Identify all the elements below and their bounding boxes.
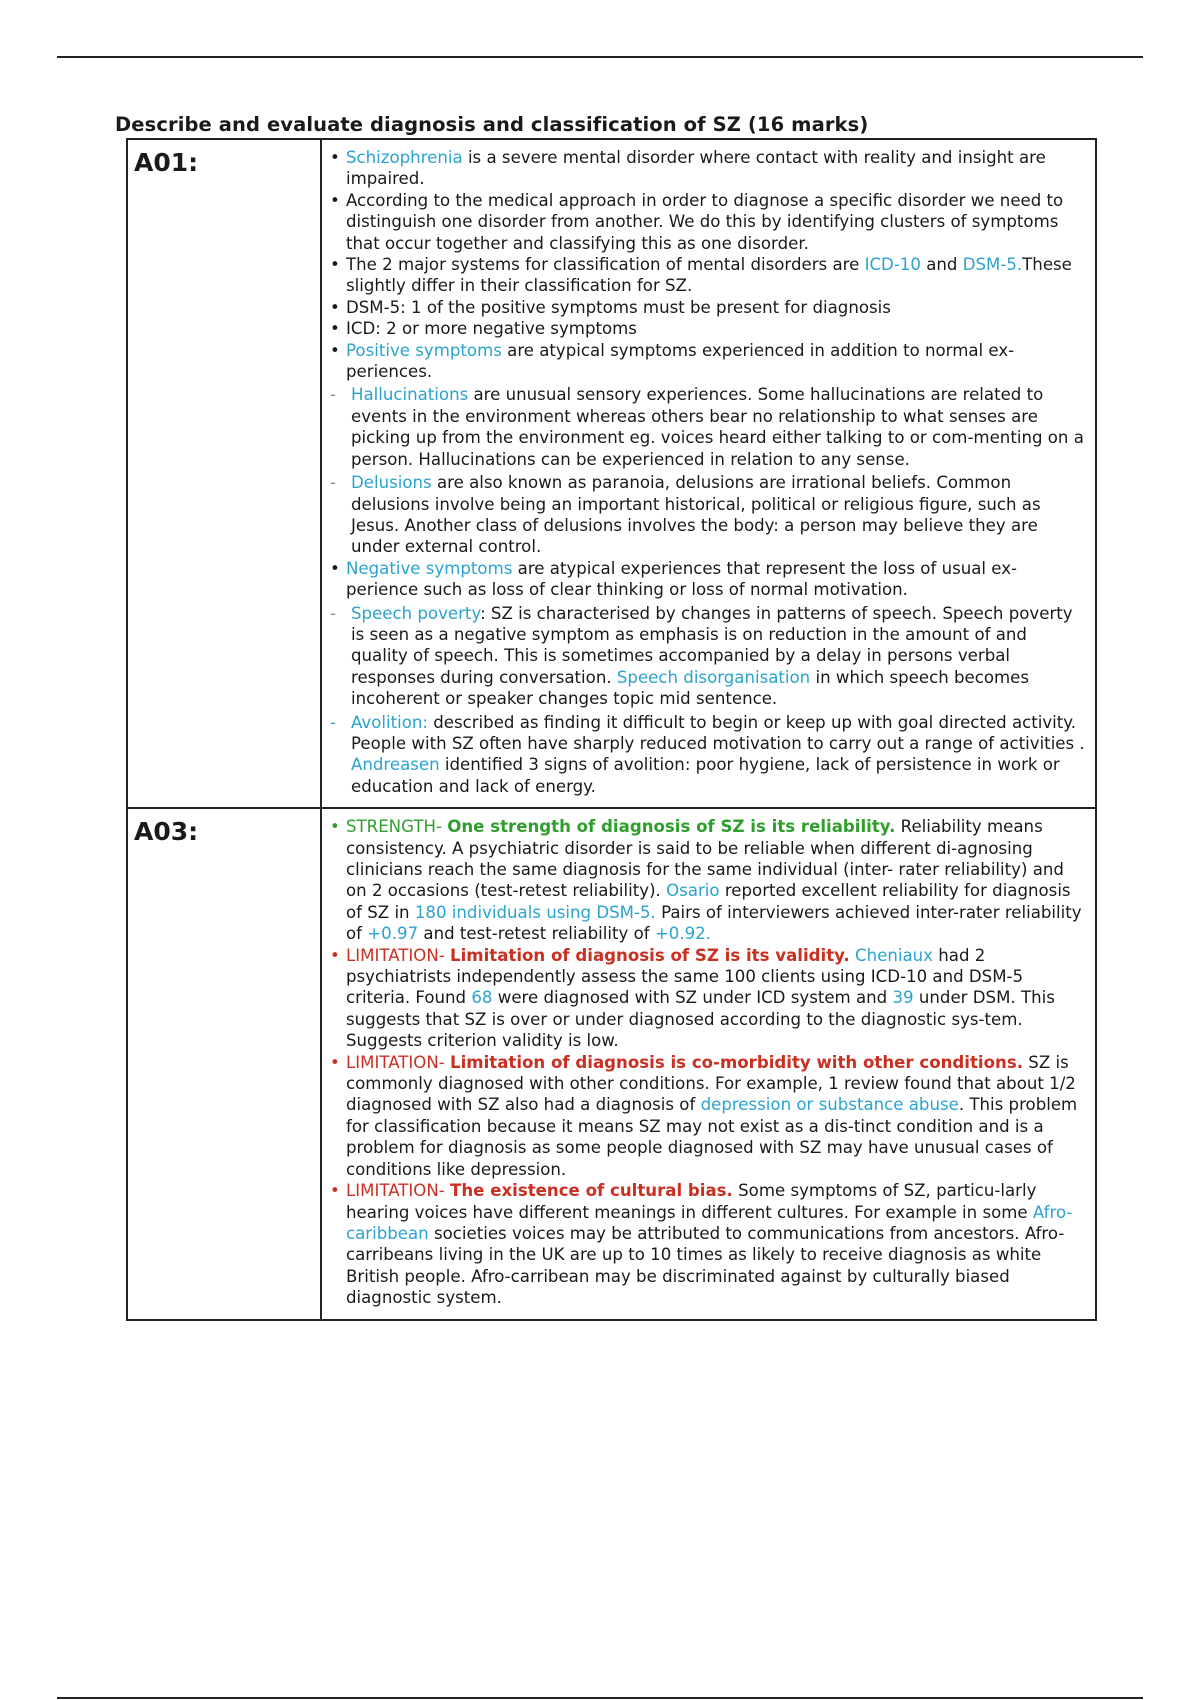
bullet-marker: • [330,255,340,275]
body-text: described as finding it difficult to begin or keep up with goal directed activity. People with SZ often have sharply reduced motivation to carry out a range of activities . [351,712,1085,753]
bullet-item [330,190,1085,254]
highlighted-text: Schizophrenia [346,148,463,167]
bullet-marker: • [330,1052,340,1072]
bullet-item [330,254,1085,297]
body-text: and test-retest reliability of [418,924,655,944]
highlighted-text: +0.92. [654,924,712,944]
body-text: are atypical symptoms experienced in addition to normal ex-periences. [346,340,1015,382]
bullet-item [330,816,1085,944]
body-text: and [920,255,963,275]
body-text: in which speech becomes incoherent or speaker changes topic mid sentence. [351,667,1030,709]
dash-marker: - [330,473,336,493]
bullet-marker: • [330,1181,340,1201]
bullet-item [330,147,1085,190]
highlighted-text: LIMITATION- [346,945,451,965]
bullet-item [330,1180,1085,1308]
highlighted-text: DSM-5. [962,255,1023,275]
a03-row [127,808,1096,1319]
highlighted-text: Positive symptoms [346,340,502,360]
highlighted-text: depression or substance abuse [700,1095,959,1115]
dash-marker: - [330,385,336,405]
a03-label: A03: [127,808,321,1319]
body-text: identified 3 signs of avolition: poor hygiene, lack of persistence in work or education and lack of energy. [351,755,1060,796]
a01-label: A01: [127,139,321,808]
highlighted-text: 68 [471,988,493,1008]
dash-marker: - [330,712,336,732]
body-text: are also known as paranoia, delusions are irrational beliefs. Common delusions involve being an important historical, political or religious figure, such as Jesus. Another class of delusions involves the body: a person may believe they are under external control. [351,473,1041,557]
highlighted-text: STRENGTH- [346,817,448,837]
a01-content [321,139,1096,808]
highlighted-text: Speech disorganisation [616,667,811,687]
highlighted-text: +0.97 [367,924,419,944]
highlighted-text: ICD-10 [864,255,921,275]
body-text: : SZ is characterised by changes in patterns of speech. Speech poverty is seen as a negative symptom as emphasis is on reduction in the amount of and quality of speech. This is sometimes accompanied by a delay in persons verbal responses during conversation. [351,603,1073,687]
dash-marker: - [330,603,336,623]
body-text: The 2 major systems for classification of mental disorders are [346,255,865,275]
sub-bullet-item [330,384,1085,470]
body-text: are unusual sensory experiences. Some hallucinations are related to events in the environment whereas others bear no relationship to what senses are picking up from the environment eg. voices heard either talking to or com-menting on a person. Hallucinations can be experienced in relation to any sense. [351,385,1084,469]
highlighted-text: LIMITATION- [346,1181,451,1201]
bullet-item [330,558,1085,601]
highlighted-text: 180 individuals using DSM-5. [414,902,656,922]
body-text: societies voices may be attributed to communications from ancestors. Afro-carribeans living in the UK are up to 10 times as likely to receive diagnosis as white British people. Afro-carribean may be discriminated against by culturally biased diagnostic system. [346,1223,1065,1308]
highlighted-text: Limitation of diagnosis of SZ is its validity. [450,945,850,965]
highlighted-text: Afro-caribbean [346,1202,1073,1243]
sub-bullet-item [330,472,1085,558]
highlighted-text: Negative symptoms [346,558,513,578]
bottom-rule [57,1697,1143,1699]
body-text: . This problem for classification because it means SZ may not exist as a dis-tinct condition and is a problem for diagnosis as some people diagnosed with SZ may have unusual cases of conditions like depression. [346,1095,1078,1179]
a01-row [127,139,1096,808]
body-text: reported excellent reliability for diagnosis of SZ in [346,881,1071,922]
bullet-marker: • [330,148,340,167]
highlighted-text: Avolition: [351,712,428,732]
highlighted-text: 39 [892,988,914,1008]
highlighted-text: LIMITATION- [346,1052,451,1072]
body-text: under DSM. This suggests that SZ is over or under diagnosed according to the diagnostic sys-tem. Suggests criterion validity is low. [346,988,1055,1051]
highlighted-text: The existence of cultural bias. [450,1181,733,1201]
bullet-marker: • [330,297,340,317]
highlighted-text: Osario [666,881,720,901]
bullet-marker: • [330,558,340,578]
answer-table [126,138,1097,1321]
highlighted-text: Limitation of diagnosis is co-morbidity with other conditions. [450,1052,1024,1072]
bullet-item [330,1052,1085,1180]
highlighted-text: Hallucinations [351,385,469,405]
sub-bullet-item [330,603,1085,710]
body-text: Reliability means consistency. A psychiatric disorder is said to be reliable when different di-agnosing clinicians reach the same diagnosis for the same individual (inter- rater reliability) and on 2 occasions (test-retest reliability). [346,817,1064,901]
highlighted-text: Andreasen [351,755,440,775]
highlighted-text: Delusions [351,473,432,493]
highlighted-text: Speech poverty [351,603,481,623]
bullet-item [330,297,1085,318]
highlighted-text: One strength of diagnosis of SZ is its reliability. [447,817,896,837]
a03-list [330,816,1085,1308]
body-text: DSM-5: 1 of the positive symptoms must be present for diagnosis [346,297,891,317]
a01-list [330,147,1085,797]
body-text: is a severe mental disorder where contact with reality and insight are impaired. [346,148,1046,189]
page-title: Describe and evaluate diagnosis and classification of SZ (16 marks) [115,113,869,136]
highlighted-text: Cheniaux [855,945,933,965]
body-text: Some symptoms of SZ, particu-larly hearing voices have different meanings in different cultures. For example in some [346,1181,1037,1222]
body-text: SZ is commonly diagnosed with other conditions. For example, 1 review found that about 1/2 diagnosed with SZ also had a diagnosis of [346,1052,1076,1115]
body-text: According to the medical approach in order to diagnose a specific disorder we need to distinguish one disorder from another. We do this by identifying clusters of symptoms that occur together and classifying this as one disorder. [346,190,1064,253]
a03-content [321,808,1096,1319]
body-text: are atypical experiences that represent the loss of usual ex-perience such as loss of clear thinking or loss of normal motivation. [346,558,1018,600]
bullet-item [330,945,1085,1052]
body-text: had 2 psychiatrists independently assess the same 100 clients using ICD-10 and DSM-5 criteria. Found [346,945,1024,1008]
body-text: These slightly differ in their classification for SZ. [346,255,1072,296]
body-text: Pairs of interviewers achieved inter-rater reliability of [346,902,1082,944]
body-text: were diagnosed with SZ under ICD system and [492,988,893,1008]
bullet-marker: • [330,319,340,339]
sub-bullet-item [330,712,1085,798]
bullet-marker: • [330,945,340,965]
bullet-item [330,340,1085,383]
bullet-item [330,318,1085,339]
bullet-marker: • [330,340,340,360]
bullet-marker: • [330,190,340,210]
body-text: ICD: 2 or more negative symptoms [346,319,637,339]
bullet-marker: • [330,817,340,837]
top-rule [57,56,1143,58]
